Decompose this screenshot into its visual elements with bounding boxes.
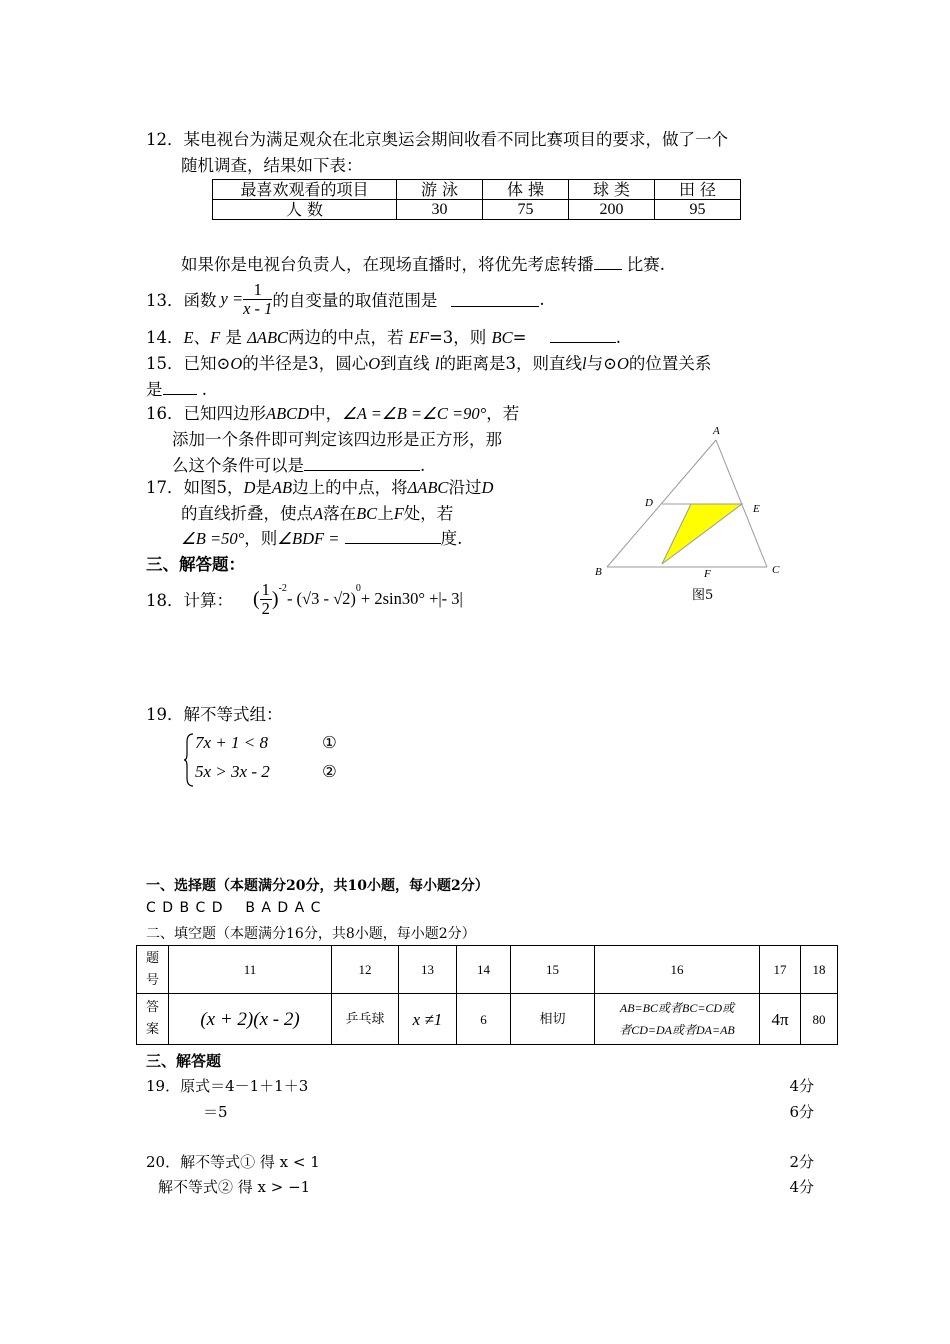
q17-line1	[146, 474, 493, 498]
answers-sec3-title: 三、解答题	[146, 1052, 222, 1070]
q14-bc: BC	[491, 328, 513, 347]
question-number: 13	[399, 946, 457, 994]
q15-l: l	[434, 354, 440, 373]
q15-l: l	[582, 354, 587, 373]
q17-text: 边上的中点，将	[292, 478, 408, 497]
q13-y: y =	[220, 289, 244, 308]
survey-cell: 田 径	[655, 180, 741, 200]
q17-d: D	[481, 478, 494, 497]
row-label-char: 案	[145, 1022, 159, 1037]
q18-exponent: -2	[278, 583, 287, 594]
figure-caption: 图5	[692, 588, 714, 603]
q18-exponent: 0	[355, 583, 361, 594]
q16-line2: 添加一个条件即可判定该四边形是正方形，那	[172, 430, 502, 449]
q17-line3	[181, 525, 462, 549]
q15-o: O	[368, 354, 381, 373]
score-20-2: 4分	[789, 1178, 814, 1196]
survey-cell: 75	[483, 200, 569, 220]
answer-20-line1: 20．解不等式① 得 x < 1	[146, 1153, 320, 1171]
q14-ef: EF	[408, 328, 429, 347]
survey-cell: 游 泳	[397, 180, 483, 200]
q14-is: 是	[225, 328, 242, 347]
label-d: D	[645, 497, 653, 509]
answer-blank	[345, 529, 441, 544]
q17-text: 17．如图5，	[146, 478, 244, 497]
q16-line3-text: 么这个条件可以是	[172, 456, 304, 475]
folded-triangle	[662, 504, 742, 564]
q16-line1	[146, 400, 519, 424]
q15-text: 与⊙	[586, 354, 617, 373]
q14-eq3: =3，则	[428, 328, 487, 347]
answer-value: 相切	[511, 994, 595, 1045]
q14-number: 14．	[146, 328, 184, 347]
q12-line3-text: 如果你是电视台负责人，在现场直播时，将优先考虑转播	[181, 255, 594, 274]
question-number: 11	[169, 946, 332, 994]
q16-angles: ∠A =∠B =∠C =90°	[342, 404, 487, 423]
q17-bc: BC	[356, 504, 378, 523]
answer-blank	[550, 328, 616, 343]
q17-f: F	[393, 504, 404, 523]
q13-denominator: x - 1	[243, 298, 273, 318]
answer-blank	[304, 456, 420, 471]
q19-mark2: ②	[322, 762, 337, 781]
survey-table	[212, 179, 741, 220]
q18-radical-term: - (√3 - √2)	[286, 589, 356, 608]
q16-text: 中，	[309, 404, 343, 423]
q17-d: D	[243, 478, 256, 497]
row-label-char: 题	[145, 950, 159, 966]
q17-bdf: ∠BDF =	[277, 529, 340, 548]
q13: 13．函数 y = $\frac{1}{x - 1}$ 的自变量的取值范围是 .	[146, 279, 545, 318]
q16-text: 16．已知四边形	[146, 404, 266, 423]
q13-numerator: 1	[243, 281, 272, 300]
section-3-title: 三、解答题：	[146, 555, 245, 574]
score-19-2: 6分	[789, 1103, 814, 1121]
answer-blank	[451, 292, 539, 307]
question-number: 15	[511, 946, 595, 994]
q13-prefix: 13．函数	[146, 291, 217, 310]
q19-eq2: 5x > 3x - 2	[195, 762, 270, 781]
q19-eq1: 7x + 1 < 8	[195, 733, 268, 752]
q15-o: O	[616, 354, 629, 373]
answers-value-row	[137, 994, 838, 1045]
q19-prefix: 19．解不等式组：	[146, 705, 283, 724]
question-number: 18	[801, 946, 838, 994]
answer-blank	[163, 380, 197, 395]
q16-text: ，若	[486, 404, 520, 423]
question-number: 16	[595, 946, 760, 994]
score-20-1: 2分	[789, 1153, 814, 1171]
q16-abcd: ABCD	[266, 404, 310, 423]
q17-text: 度.	[440, 529, 463, 548]
answer-16-line2: 者CD=DA或者DA=AB	[619, 1023, 735, 1037]
answers-table	[136, 945, 838, 1045]
answer-value: x ≠1	[399, 994, 457, 1045]
label-b: B	[595, 566, 602, 578]
q17-ab: AB	[271, 478, 293, 497]
answer-value: 乒乓球	[332, 994, 399, 1045]
figure-5	[585, 420, 795, 610]
survey-cell: 球 类	[569, 180, 655, 200]
q17-text: ，则	[244, 529, 278, 548]
q17-text: 的直线折叠，使点	[181, 504, 313, 523]
row-label	[137, 946, 169, 994]
answer-value: 4π	[760, 994, 801, 1045]
q15-text: 的位置关系	[628, 354, 712, 373]
answer-20-line2: 解不等式② 得 x > −1	[158, 1178, 311, 1196]
q19-mark1: ①	[322, 733, 337, 752]
answer-value: 6	[457, 994, 511, 1045]
q15-text: 到直线	[380, 354, 430, 373]
q15-text: 15．已知⊙	[146, 354, 231, 373]
q17-triangle: ΔABC	[407, 478, 449, 497]
q12-line2: 随机调查，结果如下表：	[181, 156, 363, 175]
q17-text: 落在	[323, 504, 357, 523]
q18-paren-close: )	[271, 587, 279, 610]
row-label	[137, 994, 169, 1045]
q14-f: F	[210, 328, 221, 347]
q15-o: O	[230, 354, 243, 373]
q18	[146, 577, 463, 621]
q14-eqs: =	[512, 328, 527, 347]
q17-line2	[181, 500, 453, 524]
q15-text: 的距离是3，则直线	[439, 354, 583, 373]
q14-triangle: ΔABC	[247, 328, 289, 347]
survey-header-row	[213, 180, 741, 200]
q12-line3	[181, 251, 665, 275]
answer-19-line1: 19．原式＝4－1＋1＋3	[146, 1077, 309, 1095]
q14: 14．E、F 是 ΔABC两边的中点，若 EF=3，则 BC= .	[146, 328, 621, 347]
survey-cell: 体 操	[483, 180, 569, 200]
q18-paren-open: (	[253, 587, 260, 610]
q15-line2-text: 是	[146, 380, 163, 399]
q16-line3: 么这个条件可以是 .	[172, 456, 426, 475]
label-c: C	[772, 564, 780, 576]
answer-16-line1: AB=BC或者BC=CD或	[619, 1001, 735, 1015]
answer-value: (x + 2)(x - 2)	[169, 994, 332, 1045]
q13-suffix: 的自变量的取值范围是	[272, 291, 438, 310]
q17-angle: ∠B =50°	[181, 529, 245, 548]
q14-e: E	[183, 328, 194, 347]
q17-text: 处，若	[403, 504, 454, 523]
survey-data-row	[213, 200, 741, 220]
answers-sec2-title: 二、填空题（本题满分16分，共8小题，每小题2分）	[146, 926, 476, 942]
answer-19-line2: ＝5	[203, 1103, 228, 1121]
label-e: E	[753, 503, 760, 515]
q15-line2: 是 .	[146, 380, 207, 399]
brace-icon	[183, 732, 195, 788]
score-19-1: 4分	[789, 1077, 814, 1095]
q17-text: 上	[377, 504, 394, 523]
survey-cell: 人 数	[213, 200, 397, 220]
q18-trig-term: + 2sin30° +|- 3|	[360, 589, 463, 608]
q17-text: 是	[255, 478, 272, 497]
survey-cell: 最喜欢观看的项目	[213, 180, 397, 200]
q14-sep: 、	[193, 328, 211, 347]
answers-sec1-answers: C D B C D B A D A C	[146, 900, 322, 916]
q18-prefix: 18．计算：	[146, 591, 233, 610]
q18-numerator: 1	[261, 579, 270, 599]
q17-a: A	[313, 504, 324, 523]
answers-sec1-title: 一、选择题（本题满分20分，共10小题，每小题2分）	[146, 878, 489, 894]
row-label-char: 号	[145, 972, 159, 988]
question-number: 12	[332, 946, 399, 994]
q15-text: 的半径是3，圆心	[242, 354, 369, 373]
label-a: A	[713, 425, 720, 437]
q18-denominator: 2	[261, 598, 270, 618]
row-label-char: 答	[145, 1000, 159, 1015]
survey-cell: 95	[655, 200, 741, 220]
answers-number-row	[137, 946, 838, 994]
q13-fraction	[243, 281, 272, 318]
q12-line1: 12．某电视台为满足观众在北京奥运会期间收看不同比赛项目的要求，做了一个	[146, 130, 728, 149]
q18-fraction	[260, 581, 272, 618]
answer-blank	[594, 255, 622, 270]
q14-rest: 两边的中点，若	[288, 328, 404, 347]
survey-cell: 200	[569, 200, 655, 220]
q12-line3-tail: 比赛.	[626, 255, 665, 274]
q15-line1	[146, 350, 711, 374]
q17-text: 沿过	[448, 478, 482, 497]
question-number: 17	[760, 946, 801, 994]
answer-value: 80	[801, 994, 838, 1045]
label-f: F	[704, 568, 711, 580]
survey-cell: 30	[397, 200, 483, 220]
answer-value	[595, 994, 760, 1045]
question-number: 14	[457, 946, 511, 994]
